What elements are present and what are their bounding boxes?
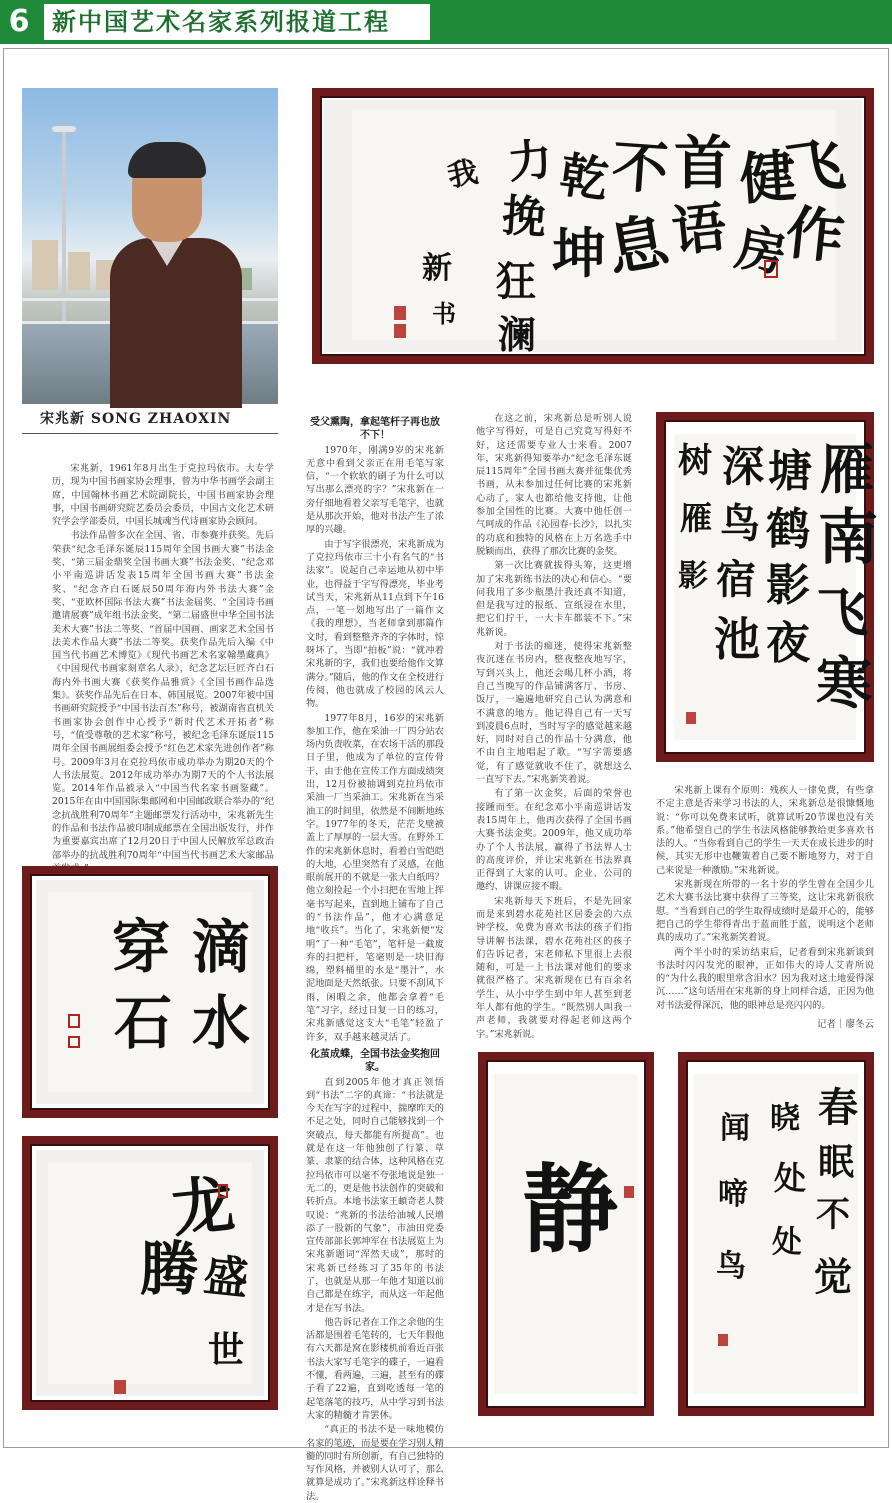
calligraphy-left-2 [22, 1136, 278, 1410]
calligraphy-glyph: 新 [422, 251, 452, 286]
calligraphy-glyph: 夜 [766, 618, 810, 669]
article-paragraph: 宋兆新上课有个原则：残疾人一律免费，有些拿不定主意是否来学习书法的人，宋兆新总是很慷慨地说：“你可以免费来试听，就算试听20节课也没有关系。”他希望自己的学生书法风格能够教给更多喜欢书法的人。“当你看到自己的学生一天天在成长进步的时候，其实无形中也鞭策着自己要不断地努力，对于自己来说是一种激励。”宋兆新说。 [656, 785, 874, 876]
seal-stamp [394, 306, 406, 320]
seal-stamp [68, 1036, 80, 1048]
calligraphy-glyph: 滴 [192, 913, 251, 981]
article-column-4 [656, 784, 874, 1031]
portrait-photo [22, 88, 278, 400]
calligraphy-glyph: 不 [609, 133, 671, 203]
calligraphy-glyph: 挽 [500, 190, 548, 245]
calligraphy-glyph: 飞 [816, 583, 869, 644]
page-header [0, 0, 892, 44]
article-paragraph: 两个半小时的采访结束后，记者看到宋兆新谈到书法时闪闪发光的眼神，正如伟大的诗人艾青所说的“为什么我的眼里常含泪水？因为我对这土地爱得深沉……”这句话用在宋兆新的身上同样合适，正因为他对书法爱得深沉，他的眼神总是亮闪闪的。 [656, 946, 874, 1011]
article-paragraph: 他告诉记者在工作之余他的生活都是围着毛笔转的，七天年假他有六天都是窝在影楼机前看近百张书法大家写毛笔字的碟子，一遍看不懂，看两遍，三遍，甚至有的碟子看了22遍，直到吃透每一笔的起笔落笔的技巧，从中学习到书法大家的精髓才肯罢休。 [306, 1316, 444, 1421]
calligraphy-glyph: 力 [505, 133, 555, 190]
article-paragraph: 1970年，刚满9岁的宋兆新无意中看到父亲正在用毛笔写家信，“一个软软的刷子为什么可以写出那么漂亮的字？”宋兆新在一旁仔细地看着父亲写毛笔字，也就是从那次开始，他对书法产生了浓厚的兴趣。 [306, 444, 444, 536]
article-paragraph: 对于书法的痴迷，使得宋兆新整夜沉迷在书房内，整夜整夜地写字，写到兴头上，他还会喝几杯小酒，将自己当晚写的作品铺满客厅、书房、饭厅，一遍遍地研究自己认为满意和不满意的地方。他记得自己有一天写到凌晨6点时，当时写字的感觉越来越好，同时对自己的作品十分满意，他不由自主地唱起了歌。“写字需要感觉，有了感觉就收不住了，就想这么一直写下去。”宋兆新笑着说。 [476, 641, 632, 786]
calligraphy-glyph: 澜 [498, 312, 537, 357]
calligraphy-glyph: 首 [674, 129, 733, 197]
calligraphy-glyph: 树 [678, 441, 712, 481]
section-subheading: 受父熏陶，拿起笔杆子再也放不下！ [310, 417, 440, 442]
seal-stamp [114, 1380, 126, 1394]
calligraphy-glyph: 鹤 [766, 504, 810, 555]
article-paragraph: 有了第一次金奖，后面的荣誉也接踵而至。在纪念邓小平南巡讲话发表15周年上，他再次获得了全国书画大赛书法金奖。2009年，他又成功举办了个人书法展，赢得了书法界人士的高度评价，并让宋兆新在书法界真正得到了大家的认可。企业、公司的邀约、讲课应接不暇。 [476, 788, 632, 893]
calligraphy-glyph: 龙 [168, 1166, 238, 1247]
article-paragraph: 宋兆新现在所带的一名十岁的学生曾在全国少儿艺术大赛书法比赛中获得了三等奖，这让宋兆新很欣慰。“当看到自己的学生取得成绩时是最开心的，能够把自己的学生带得青出于蓝而胜于蓝，说明这个老师真的成功了。”宋兆新笑着说。 [656, 879, 874, 944]
calligraphy-glyph: 影 [678, 559, 708, 594]
reporter-byline: 记者｜廖冬云 [816, 1019, 874, 1031]
calligraphy-glyph: 处 [772, 1225, 802, 1260]
calligraphy-glyph: 啼 [718, 1177, 748, 1212]
calligraphy-glyph: 闻 [720, 1111, 750, 1146]
calligraphy-glyph: 南 [818, 503, 878, 573]
calligraphy-glyph: 处 [774, 1159, 807, 1197]
calligraphy-glyph: 作 [782, 198, 848, 272]
calligraphy-glyph: 坤 [552, 221, 606, 285]
page-number: 6 [0, 0, 38, 44]
seal-stamp [718, 1334, 728, 1346]
calligraphy-glyph: 乾 [556, 146, 612, 210]
article-paragraph: 直到2005年他才真正领悟到“书法”二字的真谛：“书法就是今天在写字的过程中，揣摩昨天的不足之处，同时自己能够找到一个突破点，每天都能有所提高”。也就是在这一年他独创了行篆、草篆、隶篆的结合体，这种风格在克拉玛依市可以毫不夸张地说是独一无二的，更是他书法创作的突破和转折点。本地书法家王頔奇老人赞叹说：“兆新的书法给油城人民增添了一股新的气象”，市油田党委宣传部部长郭坤军在书法展览上为宋兆新题词“浑然天成”，那时的宋兆新已经练习了35年的书法了，也就是从那一年他才知道以前自己都是在练字，而从这一年起他才是在写书法。 [306, 1076, 444, 1314]
calligraphy-bottom-2 [678, 1052, 874, 1416]
calligraphy-glyph: 深 [722, 442, 765, 491]
calligraphy-glyph: 春 [818, 1084, 858, 1131]
article-paragraph: 宋兆新每天下班后，不是先回家而是来到碧水花苑社区居委会的六点钟学校，免费为喜欢书法的孩子们指导讲解书法课，碧水花苑社区的孩子们告诉记者，宋老师私下里很上去很随和，可是一上书法课对他们的要求就很严格了。宋兆新现在已有百余名学生，从小中学生到中年人甚至到老年人都有他的学生。“既然别人叫我一声老师，我就要对得起老师这两个字。”宋兆新说。 [476, 895, 632, 1040]
calligraphy-glyph: 我 [445, 154, 481, 195]
calligraphy-glyph: 书 [432, 299, 456, 328]
calligraphy-glyph: 健 [737, 143, 799, 213]
seal-stamp [764, 260, 778, 278]
calligraphy-glyph: 塘 [768, 446, 812, 497]
article-paragraph: 在这之前，宋兆新总是听别人说他字写得好，可是自己究竟写得好不好，这还需要专业人士来看。2007年，宋兆新得知要举办“纪念毛泽东诞辰115周年”全国书画大赛并征集优秀书画，从未参加过任何比赛的宋兆新心动了，家人也都给他支持他，让他参加全国性的比赛。大赛中他任创一气呵成的作品《沁园春·长沙》，以扎实的功底和独特的风格在上万名选手中脱颖而出，获得了那次比赛的金奖。 [476, 413, 632, 557]
calligraphy-glyph: 宿 [716, 556, 756, 603]
bio-paragraph: 宋兆新，1961年8月出生于克拉玛依市。大专学历，现为中国书画家协会理事，曾为中华书画学会副主席，中国翰林书画艺术院副院长，中国书画家协会理事，中国书画研究院艺委员会委员，中国古文化艺术研究学会学部委员，中国长城魂当代诗画家协会顾问。 [52, 463, 274, 528]
calligraphy-glyph: 雁 [680, 499, 713, 537]
calligraphy-glyph: 石 [114, 989, 173, 1057]
article-paragraph: 由于写字很漂亮，宋兆新成为了克拉玛依市三十小有名气的“书法家”。说起自己幸运地从初中毕业，也得益于字写得漂亮，毕业考试当天，宋兆新从11点到下午16点，一笔一划地写出了一篇作文《我的理想》，当老师拿到那篇作文时，看到整整齐齐的字体时，惊呀坏了，当即“拍板”说：“就冲着宋兆新的字，我们也要给他作文算满分。”随后，他的作文在全校进行传阅，他也就成了校园的风云人物。 [306, 538, 444, 710]
article-column-3 [476, 412, 632, 1040]
calligraphy-glyph: 狂 [496, 258, 536, 305]
calligraphy-glyph: 寒 [816, 651, 872, 717]
bio-paragraph: 书法作品曾多次在全国、省、市参赛并获奖。先后荣获“纪念毛泽东诞辰115周年全国书画大赛”书法金奖、“第三届金鼎奖全国书画大赛”书法金奖、“纪念邓小平南巡讲话发表15周年全国书画大赛”书法金奖、“纪念齐白石诞辰50周年海内外书法大赛”金奖、“亚欧杯国际书法大赛”书法金届奖、“全国诗书画邀请展赛”成年组书法金奖、“第二届盛世中华全国书法美术大赛”书法二等奖、“首届中国画、画家艺术全国书法美术作品大赛”书法二等奖。获奖作品先后入编《中国当代书画艺术博览》《现代书画艺术名家翰墨藏典》《中国现代书画家刻章名人录》，纪念艺坛巨匠齐白石海内外书画大赛《获奖作品雅赏》《全国书画作品选集》。获奖作品先后在日本、韩国展览。2007年被中国书画研究院授予“中国书法百杰”称号，被湖南省直机关书画家协会创作中心授予“新时代艺术开拓者”称号，“值受尊敬的艺术家”称号，被纪念毛泽东诞辰115周年全国书画展组委会授予“红色艺术家先进创作者”称号。2009年3月在克拉玛依市成功举办为期20天的个人书法展览。2012年成功举办为期7天的个人书法展览。2014年作品被录入“中国当代名家书画鉴藏”。2015年在由中国国际集邮网和中国邮政联合举办的“纪念抗战胜利70周年”主题邮票发行活动中，宋兆新先生的作品和书法作品被印制成邮票在全国出版发行，并作为重要嘉宾出席了12月20日于中国人民解放军总政治部举办的抗战胜利70周年“中国当代书画艺术大家邮品 [52, 530, 274, 861]
seal-stamp [218, 1184, 228, 1198]
calligraphy-glyph: 息 [602, 206, 674, 286]
calligraphy-glyph: 飞 [781, 129, 849, 205]
article-paragraph: “真正的书法不是一味地模仿名家的笔迹，而是要在学习别人精髓的同时有所创新，有自己独特的写作风格，并被别人认可了，那么就算是成功了。”宋兆新这样诠释书法。 [306, 1424, 444, 1502]
calligraphy-glyph: 鸟 [716, 1249, 746, 1284]
article-paragraph: 1977年8月，16岁的宋兆新参加工作，他在采油一厂四分站农场内负责收菜，在农场干活的那段日子里，他成为了单位的宣传骨干，由于他在宣传工作方面成绩突出，12月份被抽调到克拉玛依市采油一厂当采油工。宋兆新在当采油工的时间里，依然是不间断地练字。1977年的冬天，茫茫戈壁被盖上了厚厚的一层大雪。在野外工作的宋兆新休息时，看着白雪皑皑的大地，心里突然有了灵感，在他眼前展开的不就是一张大白纸吗？他立刻捡起一个小扫把在雪地上挥毫书写起来，直到地上铺布了自己的“书法作品”，他才心满意足地“收兵”。当化了，宋兆新便“发明”了一种“毛笔”，笔杆是一截废弃的扫把杆，笔毫则是一块旧海绵，塑料桶里的水是“墨汁”，水泥地面是天然纸张。只要不刮风下雨，闲暇之余，他都会拿着“毛笔”习字，经过日复一日的练习，宋兆新感觉这支大“毛笔”轻盈了许多，双手越来越灵活了。 [306, 712, 444, 1043]
seal-stamp [68, 1014, 80, 1028]
calligraphy-glyph: 觉 [814, 1254, 853, 1299]
calligraphy-horizontal-top [312, 88, 874, 364]
calligraphy-glyph: 盛 [201, 1249, 251, 1306]
calligraphy-glyph: 语 [668, 194, 730, 264]
bio-column [52, 462, 274, 861]
calligraphy-glyph: 雁 [820, 437, 874, 501]
calligraphy-glyph: 水 [192, 989, 251, 1057]
article-paragraph: 第一次比赛就拔得头筹，这更增加了宋兆新练书法的决心和信心。“要问我用了多少瓶墨汁我还真不知道，但是我写过的报纸、宣纸浸在水里，把它们拧干，一大卡车都装不下。”宋兆新说。 [476, 560, 632, 638]
calligraphy-bottom-1 [478, 1052, 654, 1416]
calligraphy-glyph: 池 [714, 612, 760, 666]
seal-stamp [394, 324, 406, 338]
calligraphy-glyph: 腾 [140, 1235, 199, 1303]
calligraphy-glyph: 鸟 [720, 500, 760, 547]
portrait-caption: 宋兆新 SONG ZHAOXIN [40, 411, 232, 427]
calligraphy-glyph: 房 [731, 217, 791, 284]
seal-stamp [624, 1186, 634, 1198]
page-title: 新中国艺术名家系列报道工程 [44, 4, 430, 40]
section-subheading: 化茧成蝶，全国书法金奖抱回家。 [310, 1048, 440, 1074]
calligraphy-glyph: 不 [816, 1195, 850, 1235]
calligraphy-glyph: 穿 [112, 913, 171, 981]
calligraphy-glyph: 静 [522, 1153, 618, 1266]
seal-stamp [686, 712, 696, 724]
calligraphy-vertical-right [656, 412, 878, 762]
calligraphy-glyph: 世 [208, 1329, 245, 1371]
calligraphy-glyph: 影 [766, 560, 810, 611]
calligraphy-glyph: 晓 [770, 1101, 800, 1136]
calligraphy-left-1 [22, 866, 278, 1118]
article-column-2 [306, 412, 444, 1502]
calligraphy-glyph: 眠 [818, 1141, 855, 1183]
